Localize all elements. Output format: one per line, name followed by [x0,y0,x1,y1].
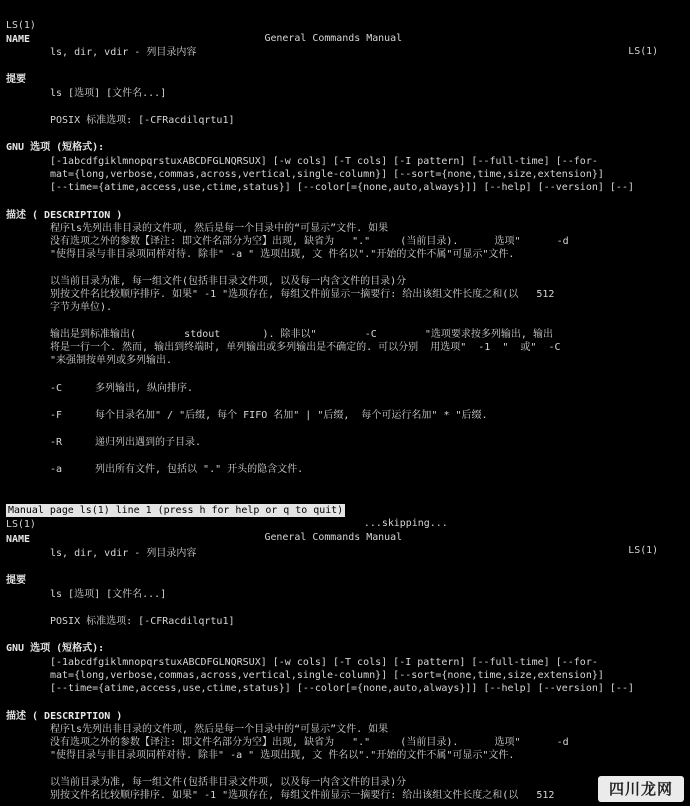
gnu-line: [--time={atime,access,use,ctime,status}] [--color[={none,auto,always}]] [--help] [--version] [--] [50,182,634,193]
option-flag: -R [50,437,63,448]
name-line: ls, dir, vdir - 列目录内容 [50,548,197,559]
option-text: 列出所有文件, 包括以 "." 开头的隐含文件. [95,464,304,475]
description-line: 以当前目录为准, 每一组文件(包括非目录文件项, 以及每一内含文件的目录)分 [50,276,407,287]
posix-line: POSIX 标准选项: [-CFRacdilqrtu1] [50,616,235,627]
option-text: 递归列出遇到的子目录. [95,437,202,448]
synopsis-line: ls [选项] [文件名...] [50,589,167,600]
description-heading: 描述 ( DESCRIPTION ) [6,711,123,722]
header-right: LS(1) [628,46,659,57]
name-line: ls, dir, vdir - 列目录内容 [50,47,197,58]
description-line: 输出是到标准输出( stdout ). 除非以" -C "选项要求按多列输出, 输出 [50,329,553,340]
gnu-line: [-1abcdfgiklmnopqrstuxABCDFGLNQRSUX] [-w cols] [-T cols] [-I pattern] [--full-time] [--for- [50,657,598,668]
description-line: "来强制按单列或多列输出. [50,355,173,366]
description-line: 别按文件名比较顺序排序. 如果" -1 "选项存在, 每组文件前显示一摘要行: 给出该组文件长度之和(以 512 [50,790,555,801]
gnu-line: mat={long,verbose,commas,across,vertical,single-column}] [--sort={none,time,size,extension}] [50,169,604,180]
gnu-line: [--time={atime,access,use,ctime,status}] [--color[={none,auto,always}]] [--help] [--version] [--] [50,683,634,694]
option-flag: -F [50,410,63,421]
description-line: 没有选项之外的参数【译注: 即文件名部分为空】出现, 缺省为 "." (当前目录). 选项" -d [50,737,569,748]
description-line: 程序ls先列出非目录的文件项, 然后是每一个目录中的“可显示”文件. 如果 [50,724,389,735]
description-line: 没有选项之外的参数【译注: 即文件名部分为空】出现, 缺省为 "." (当前目录). 选项" -d [50,236,569,247]
site-watermark-logo: 四川龙网 [598,776,684,802]
option-flag: -C [50,383,63,394]
status-bar: Manual page ls(1) line 1 (press h for help or q to quit) [7,505,344,516]
option-flag: -a [50,464,63,475]
skipping-indicator: ...skipping... [363,518,448,529]
description-line: "使得目录与非目录项同样对待. 除非" -a " 选项出现, 文 件名以"."开始的文件不属"可显示"文件. [50,249,515,260]
description-line: "使得目录与非目录项同样对待. 除非" -a " 选项出现, 文 件名以"."开始的文件不属"可显示"文件. [50,750,515,761]
header-right: LS(1) [628,545,659,556]
synopsis-heading: 提要 [6,74,26,85]
name-heading: NAME [6,34,31,45]
posix-line: POSIX 标准选项: [-CFRacdilqrtu1] [50,115,235,126]
description-line: 程序ls先列出非目录的文件项, 然后是每一个目录中的“可显示”文件. 如果 [50,223,389,234]
description-line: 以当前目录为准, 每一组文件(包括非目录文件项, 以及每一内含文件的目录)分 [50,777,407,788]
gnu-heading: GNU 选项 (短格式): [6,643,105,654]
pager-status [0,491,686,529]
description-heading: 描述 ( DESCRIPTION ) [6,210,123,221]
header-center: General Commands Manual [264,33,403,44]
header-left: LS(1) [5,519,36,530]
description-line: 将是一行一个. 然而, 输出到终端时, 单列输出或多列输出是不确定的. 可以分别 用选项" -1 " 或" -C [50,342,561,353]
gnu-heading: GNU 选项 (短格式): [6,142,105,153]
header-center: General Commands Manual [264,532,403,543]
name-heading: NAME [6,534,31,545]
synopsis-line: ls [选项] [文件名...] [50,88,167,99]
option-text: 多列输出, 纵向排序. [95,383,194,394]
synopsis-heading: 提要 [6,575,26,586]
description-line: 别按文件名比较顺序排序. 如果" -1 "选项存在, 每组文件前显示一摘要行: 给出该组文件长度之和(以 512 [50,289,555,300]
header-left: LS(1) [5,20,36,31]
gnu-line: mat={long,verbose,commas,across,vertical,single-column}] [--sort={none,time,size,extension}] [50,670,604,681]
gnu-line: [-1abcdfgiklmnopqrstuxABCDFGLNQRSUX] [-w cols] [-T cols] [-I pattern] [--full-time] [--for- [50,156,598,167]
option-text: 每个目录名加" / "后缀, 每个 FIFO 名加" | "后缀, 每个可运行名加" * "后缀. [95,410,488,421]
description-line: 字节为单位). [50,302,113,313]
